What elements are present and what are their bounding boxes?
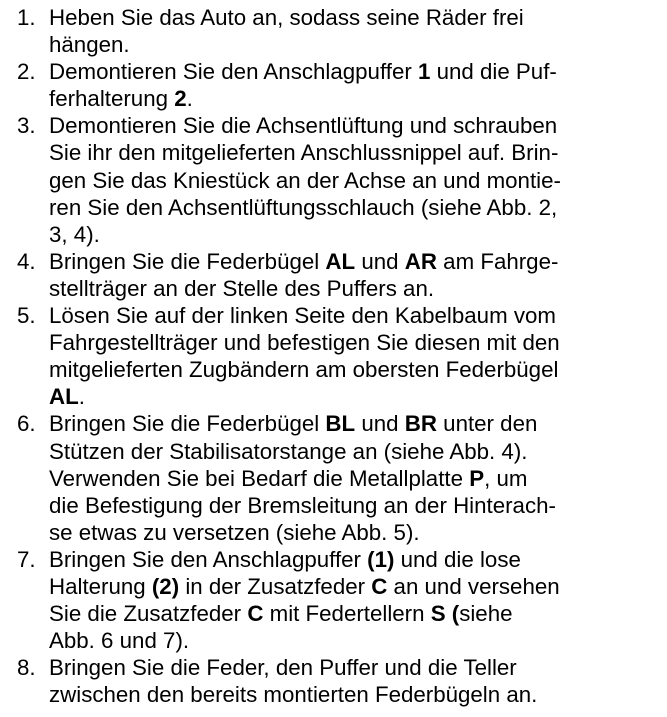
step-text-line: se etwas zu versetzen (siehe Abb. 5). (49, 519, 420, 545)
step-number: 4. (17, 248, 36, 274)
step-number: 5. (17, 303, 36, 329)
part-reference-bold: BR (404, 411, 437, 437)
step-number: 6. (17, 411, 36, 437)
step-number: 7. (17, 546, 36, 572)
part-reference-bold: C (247, 601, 264, 627)
step-text: und (355, 248, 405, 274)
step-text-line: Abb. 6 und 7). (49, 628, 190, 654)
instruction-list (0, 4, 667, 708)
part-reference-bold: C (371, 573, 388, 599)
step-text-line: Lösen Sie auf der linken Seite den Kabelbaum vom (49, 303, 556, 329)
step-text: mit Federtellern (263, 601, 431, 627)
step-text: Halterung (49, 573, 152, 599)
step-text: Verwenden Sie bei Bedarf die Metallplatte (49, 465, 470, 491)
step-text: am Fahrge- (436, 248, 559, 274)
part-reference-bold: BL (325, 411, 356, 437)
step-text: und die Puf- (430, 59, 557, 85)
step-text-line: gen Sie das Kniestück an der Achse an und montie- (49, 167, 561, 193)
step-text: stellträger an der Stelle des Puffers an. (49, 275, 435, 301)
step-text: Demontieren Sie den Anschlagpuffer (49, 59, 418, 85)
step-number: 1. (17, 5, 36, 30)
step-text: an und versehen (387, 573, 560, 599)
step-text-line: Fahrgestellträger und befestigen Sie diesen mit den (49, 330, 560, 356)
step-text: Bringen Sie die Federbügel (49, 411, 326, 437)
list-item-step-4 (0, 248, 667, 302)
step-text: . (78, 384, 85, 410)
step-text: . (186, 86, 193, 112)
step-text-line: Demontieren Sie die Achsentlüftung und schrauben (49, 113, 558, 139)
step-text: in der Zusatzfeder (179, 573, 372, 599)
list-item-step-2 (0, 58, 667, 112)
step-text: und (355, 411, 405, 437)
list-item-step-1 (0, 4, 667, 58)
list-item-step-6 (0, 410, 667, 545)
step-text-line: zwischen den bereits montierten Federbügeln an. (49, 682, 538, 708)
step-text: und die lose (394, 546, 521, 572)
step-number: 2. (17, 59, 36, 85)
step-text-line: hängen. (49, 32, 130, 58)
step-text: ferhalterung (49, 86, 175, 112)
step-text: Sie die Zusatzfeder (49, 601, 248, 627)
step-number: 8. (17, 655, 36, 681)
step-text: unter den (436, 411, 538, 437)
step-text: Bringen Sie die Federbügel (49, 248, 326, 274)
list-item-step-3 (0, 112, 667, 247)
step-text-line: die Befestigung der Bremsleitung an der Hinterach- (49, 492, 556, 518)
step-text-line: 3, 4). (49, 221, 100, 247)
list-item-step-5 (0, 302, 667, 410)
list-item-step-7 (0, 546, 667, 654)
step-text-line: ren Sie den Achsentlüftungsschlauch (siehe Abb. 2, (49, 194, 558, 220)
part-reference-bold: (2) (151, 573, 180, 599)
step-text: Bringen Sie den Anschlagpuffer (49, 546, 368, 572)
step-text: siehe (459, 601, 513, 627)
step-text: , um (484, 465, 528, 491)
part-reference-bold: AR (404, 248, 437, 274)
part-reference-bold: 1 (417, 59, 431, 85)
step-text-line: Stützen der Stabilisatorstange an (siehe Abb. 4). (49, 438, 528, 464)
step-text-line: mitgelieferten Zugbändern am obersten Federbügel (49, 357, 559, 383)
step-text-line: Heben Sie das Auto an, sodass seine Räder frei (49, 5, 524, 30)
step-text-line: Sie ihr den mitgelieferten Anschlussnippel auf. Brin- (49, 140, 559, 166)
part-reference-bold: (1) (367, 546, 395, 572)
part-reference-bold: 2 (174, 86, 187, 112)
part-reference-bold: S ( (430, 601, 460, 627)
list-item-step-8 (0, 654, 667, 708)
step-text-line: Bringen Sie die Feder, den Puffer und die Teller (49, 655, 517, 681)
part-reference-bold: AL (49, 384, 79, 410)
part-reference-bold: AL (325, 248, 356, 274)
step-number: 3. (17, 113, 36, 139)
part-reference-bold: P (469, 465, 485, 491)
